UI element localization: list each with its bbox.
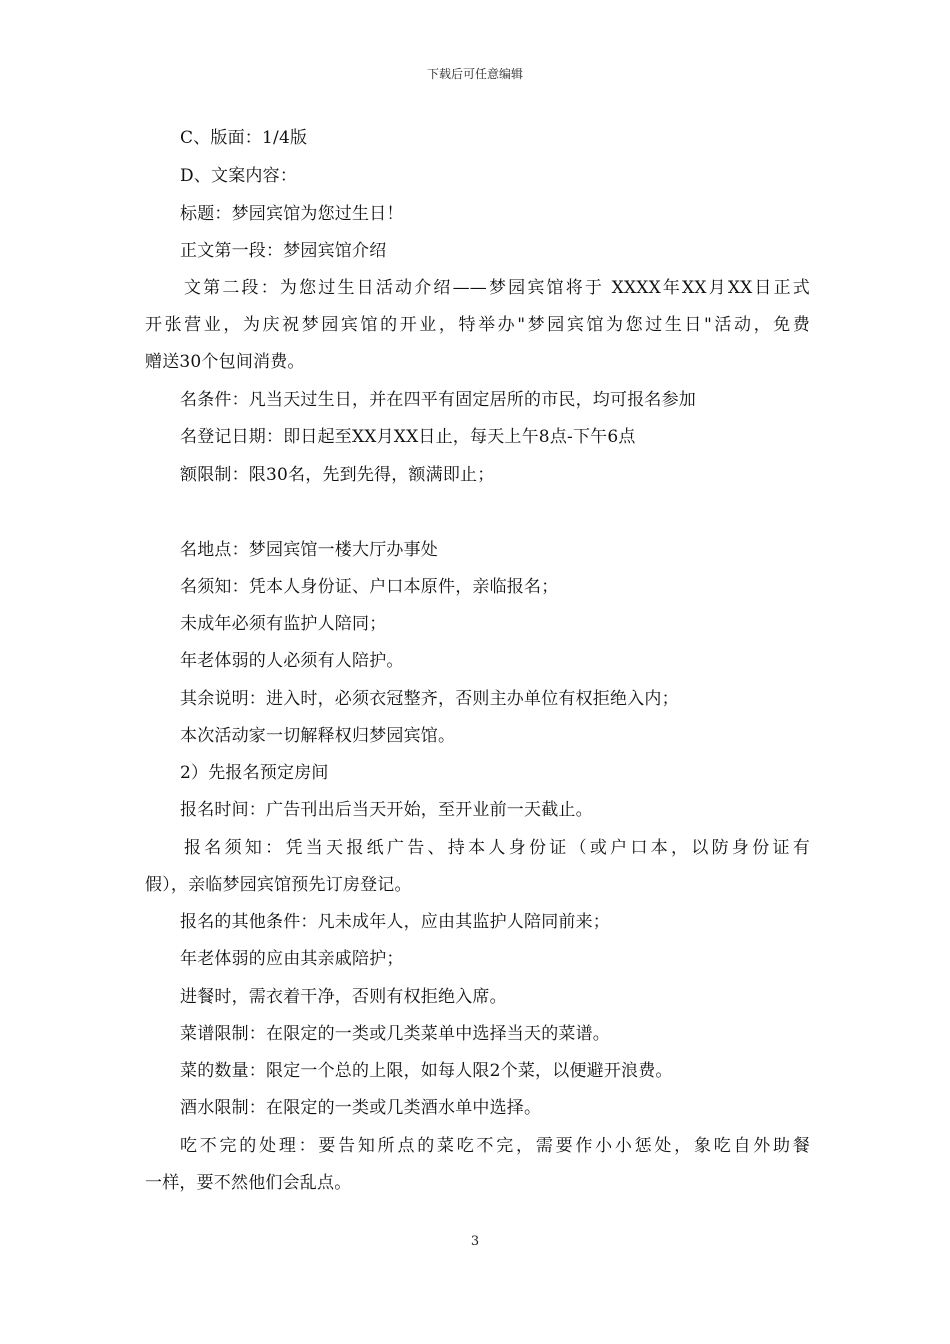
text-line: 年老体弱的应由其亲戚陪护；	[180, 949, 404, 969]
text-line: 其余说明：进入时，必须衣冠整齐，否则主办单位有权拒绝入内；	[180, 689, 679, 709]
text-line: 正文第一段：梦园宾馆介绍	[180, 241, 387, 261]
text-line: 菜谱限制：在限定的一类或几类菜单中选择当天的菜谱。	[180, 1024, 610, 1044]
text-line: 进餐时，需衣着干净，否则有权拒绝入席。	[180, 987, 507, 1007]
text-line: 额限制：限30名，先到先得，额满即止；	[180, 465, 495, 485]
text-line: 开张营业，为庆祝梦园宾馆的开业，特举办"梦园宾馆为您过生日"活动，免费	[145, 315, 810, 335]
text-line: 吃不完的处理：要告知所点的菜吃不完，需要作小小惩处，象吃自外助餐	[180, 1136, 810, 1156]
text-line: C、版面：1/4版	[180, 128, 308, 148]
text-line: 酒水限制：在限定的一类或几类酒水单中选择。	[180, 1098, 542, 1118]
text-line: 报名的其他条件：凡未成年人，应由其监护人陪同前来；	[180, 912, 610, 932]
text-line: 赠送30个包间消费。	[145, 352, 305, 372]
text-line: 2）先报名预定房间	[180, 763, 329, 783]
text-line: 菜的数量：限定一个总的上限，如每人限2个菜，以便避开浪费。	[180, 1061, 673, 1081]
text-line: 报名时间：广告刊出后当天开始，至开业前一天截止。	[180, 800, 593, 820]
text-line: 本次活动家一切解释权归梦园宾馆。	[180, 726, 456, 746]
text-line: D、文案内容：	[180, 166, 298, 186]
text-line: 年老体弱的人必须有人陪护。	[180, 651, 404, 671]
text-line: 文第二段：为您过生日活动介绍——梦园宾馆将于 XXXX年XX月XX日正式	[184, 278, 810, 298]
text-line: 一样，要不然他们会乱点。	[145, 1173, 352, 1193]
page-header: 下载后可任意编辑	[426, 67, 523, 81]
text-line: 假），亲临梦园宾馆预先订房登记。	[145, 875, 412, 895]
text-line: 未成年必须有监护人陪同；	[180, 614, 387, 634]
text-line: 标题：梦园宾馆为您过生日！	[180, 204, 404, 224]
text-line: 名地点：梦园宾馆一楼大厅办事处	[180, 540, 438, 560]
text-line: 名须知：凭本人身份证、户口本原件，亲临报名；	[180, 577, 559, 597]
text-line: 名登记日期：即日起至XX月XX日止，每天上午8点-下午6点	[180, 427, 636, 447]
page-number: 3	[470, 1234, 480, 1249]
text-line: 名条件：凡当天过生日，并在四平有固定居所的市民，均可报名参加	[180, 390, 696, 410]
text-line: 报名须知：凭当天报纸广告、持本人身份证（或户口本，以防身份证有	[184, 838, 810, 858]
